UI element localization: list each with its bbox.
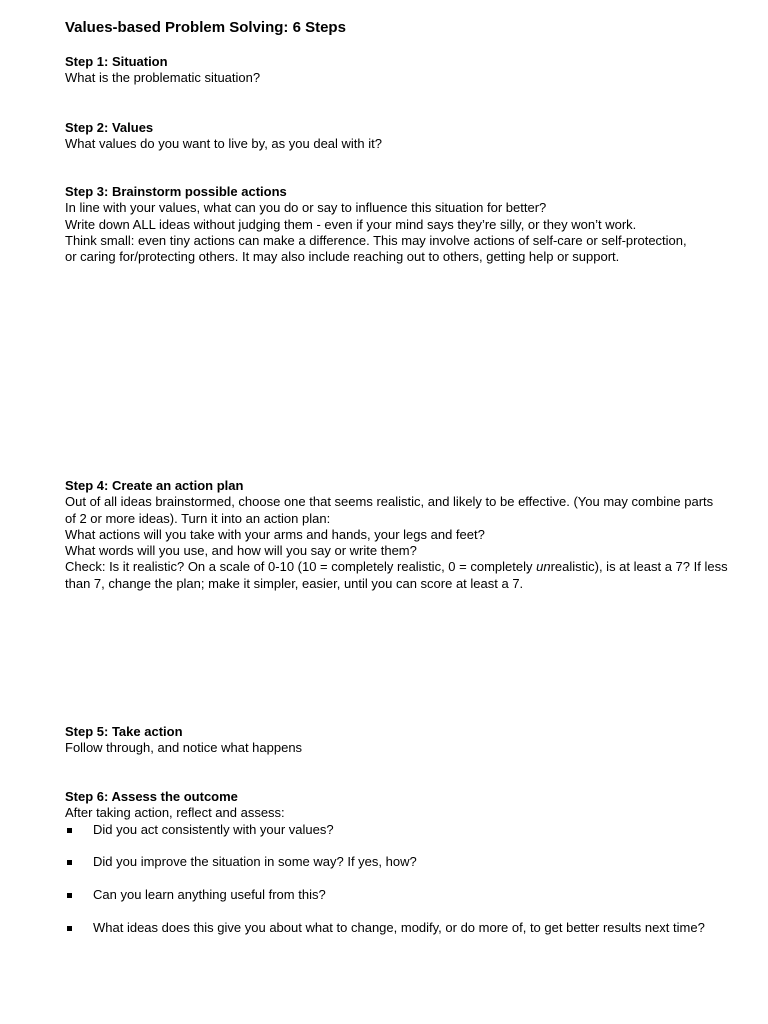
document-title: Values-based Problem Solving: 6 Steps <box>65 19 346 36</box>
step-text-line: Out of all ideas brainstormed, choose one that seems realistic, and likely to be effective. (You may combine parts <box>65 494 714 510</box>
square-bullet-icon <box>65 887 93 903</box>
step-heading: Step 1: Situation <box>65 54 168 69</box>
step-text-line: of 2 or more ideas). Turn it into an action plan: <box>65 510 331 526</box>
assessment-questions-list <box>65 822 705 936</box>
step-text-line: or caring for/protecting others. It may also include reaching out to others, getting help or support. <box>65 249 620 265</box>
list-item <box>65 920 705 936</box>
list-item-text: Can you learn anything useful from this? <box>93 886 326 902</box>
list-item-text: Did you improve the situation in some way? If yes, how? <box>93 854 417 870</box>
step-4-section <box>65 478 728 592</box>
step-text-line: What words will you use, and how will you say or write them? <box>65 543 417 559</box>
step-1-section <box>65 54 260 87</box>
list-item <box>65 822 705 838</box>
step-2-section <box>65 120 382 153</box>
check-text-after: realistic), is at least a 7? If less <box>550 559 728 575</box>
square-bullet-icon <box>65 854 93 870</box>
step-text-line: What values do you want to live by, as you deal with it? <box>65 136 382 152</box>
step-heading: Step 2: Values <box>65 120 154 135</box>
step-text-line: Follow through, and notice what happens <box>65 740 303 756</box>
square-bullet-icon <box>65 822 93 838</box>
step-text-line: than 7, change the plan; make it simpler, easier, until you can score at least a 7. <box>65 575 524 591</box>
step-text-line: After taking action, reflect and assess: <box>65 805 285 821</box>
step-6-section <box>65 789 705 952</box>
step-text-line: What actions will you take with your arms and hands, your legs and feet? <box>65 526 485 542</box>
list-item <box>65 854 705 870</box>
list-item <box>65 887 705 903</box>
step-heading: Step 5: Take action <box>65 724 183 739</box>
step-heading: Step 3: Brainstorm possible actions <box>65 184 287 199</box>
realism-check-line <box>65 559 728 575</box>
step-5-section <box>65 724 302 757</box>
list-item-text: What ideas does this give you about what to change, modify, or do more of, to get better results next time? <box>93 919 705 935</box>
check-text-before: Check: Is it realistic? On a scale of 0-10 (10 = completely realistic, 0 = completely <box>65 559 537 575</box>
step-heading: Step 4: Create an action plan <box>65 478 244 493</box>
list-item-text: Did you act consistently with your values? <box>93 821 334 837</box>
check-text-italic: un <box>536 559 551 575</box>
square-bullet-icon <box>65 920 93 936</box>
step-3-section <box>65 184 687 265</box>
step-text-line: What is the problematic situation? <box>65 70 261 86</box>
step-text-line: Think small: even tiny actions can make a difference. This may involve actions of self-care or self-protection, <box>65 232 687 248</box>
step-text-line: In line with your values, what can you do or say to influence this situation for better? <box>65 200 547 216</box>
step-heading: Step 6: Assess the outcome <box>65 789 238 804</box>
step-text-line: Write down ALL ideas without judging them - even if your mind says they’re silly, or they won’t work. <box>65 216 637 232</box>
